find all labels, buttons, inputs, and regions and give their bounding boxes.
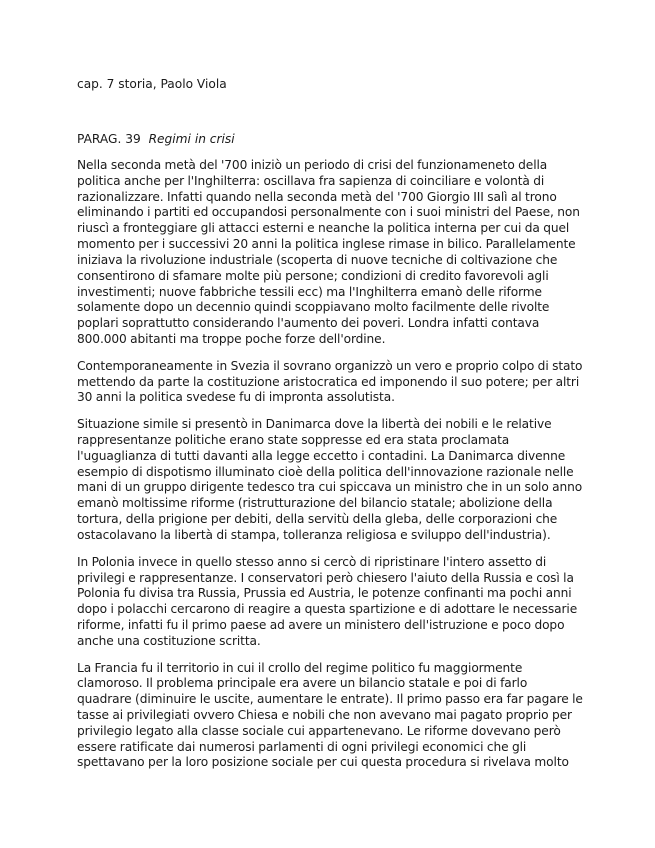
paragraph (77, 359, 587, 406)
paragraph (77, 417, 587, 544)
paragraph-line: rappresentanze politiche erano state soppresse ed era stata proclamata (77, 433, 510, 447)
paragraph-line: poplari soprattutto considerando l'aumento dei poveri. Londra infatti contava (77, 316, 540, 331)
paragraph (77, 158, 587, 348)
paragraph-line: razionalizzare. Infatti quando nella seconda metà del '700 Giorgio III salì al trono (77, 189, 557, 204)
paragraph-line: tortura, della prigione per debiti, della servitù della gleba, delle corporazioni che (77, 512, 558, 527)
body-text (77, 158, 587, 771)
paragraph-line: momento per i successivi 20 anni la politica inglese rimase in bilico. Parallelamente (77, 237, 576, 252)
section-title: Regimi in crisi (148, 132, 235, 146)
paragraph-line: Polonia fu divisa tra Russia, Prussia ed Austria, le potenze confinanti ma pochi anni (77, 586, 572, 601)
paragraph-line: dopo i polacchi cercarono di reagire a questa spartizione e di adottare le necessarie (77, 602, 578, 617)
paragraph-line: riforme, infatti fu il primo paese ad avere un ministero dell'istruzione e poco dopo (77, 617, 565, 632)
paragraph-line: anche una costituzione scritta. (77, 633, 261, 648)
paragraph-line: emanò moltissime riforme (ristrutturazione del bilancio statale; abolizione della (77, 496, 553, 511)
paragraph-line: clamoroso. Il problema principale era avere un bilancio statale e poi di farlo (77, 676, 528, 691)
paragraph-line: privilegi e rappresentanze. I conservatori però chiesero l'aiuto della Russia e così la (77, 570, 574, 585)
paragraph-line: privilegio legato alla classe sociale cui appartenevano. Le riforme dovevano però (77, 723, 561, 738)
paragraph-line: mettendo da parte la costituzione aristocratica ed imponendo il suo potere; per altri (77, 374, 580, 389)
paragraph-line: l'uguaglianza di tutti davanti alla legge eccetto i contadini. La Danimarca divenne (77, 448, 566, 463)
paragraph-line: riuscì a fronteggiare gli attacci esterni e neanche la politica interna per cui da quel (77, 221, 570, 236)
paragraph-line: esempio di dispotismo illuminato cioè della politica dell'innovazione razionale nelle (77, 464, 574, 479)
paragraph-line: Situazione simile si presentò in Danimarca dove la libertà dei nobili e le relative (77, 417, 552, 432)
document-header: cap. 7 storia, Paolo Viola (77, 77, 227, 91)
paragraph-line: Nella seconda metà del '700 iniziò un periodo di crisi del funzionameneto della (77, 158, 548, 172)
paragraph-line: essere ratificate dai numerosi parlamenti di ogni privilegi economici che gli (77, 739, 527, 754)
paragraph-line: eliminando i partiti ed occupandosi personalmente con i suoi ministri del Paese, non (77, 205, 580, 220)
paragraph-line: consentirono di sfamare molte più persone; condizioni di credito favorevoli agli (77, 268, 549, 283)
section-heading (77, 131, 587, 147)
paragraph-line: ostacolavano la libertà di stampa, tolleranza religiosa e sviluppo dell'industria). (77, 527, 551, 542)
paragraph-line: spettavano per la loro posizione sociale per cui questa procedura si rivelava molto (77, 755, 569, 770)
paragraph-line: quadrare (diminuire le uscite, aumentare le entrate). Il primo passo era far pagare le (77, 692, 583, 707)
paragraph-line: mani di un gruppo dirigente tedesco tra cui spiccava un ministro che in un solo anno (77, 480, 583, 495)
paragraph-line: tasse ai privilegiati ovvero Chiesa e nobili che non avevano mai pagato proprio per (77, 708, 572, 722)
section-label: PARAG. 39 (77, 132, 141, 146)
paragraph (77, 555, 587, 650)
paragraph-line: Contemporaneamente in Svezia il sovrano organizzò un vero e proprio colpo di stato (77, 358, 583, 373)
document-page (77, 76, 587, 771)
paragraph-line: solamente dopo un decennio quindi scoppiavano molto facilmente delle rivolte (77, 300, 550, 315)
paragraph-line: 30 anni la politica svedese fu di impronta assolutista. (77, 390, 395, 405)
paragraph-line: investimenti; nuove fabbriche tessili ecc) ma l'Inghilterra emanò delle riforme (77, 284, 542, 299)
paragraph-line: La Francia fu il territorio in cui il crollo del regime politico fu maggiormente (77, 660, 523, 675)
paragraph-line: politica anche per l'Inghilterra: oscillava fra sapienza di coinciliare e volontà di (77, 173, 545, 188)
paragraph-line: iniziava la rivoluzione industriale (scoperta di nuove tecniche di coltivazione che (77, 252, 558, 267)
paragraph-line: 800.000 abitanti ma troppe poche forze dell'ordine. (77, 331, 386, 346)
paragraph-line: In Polonia invece in quello stesso anno si cercò di ripristinare l'intero assetto di (77, 554, 547, 569)
paragraph (77, 661, 587, 772)
